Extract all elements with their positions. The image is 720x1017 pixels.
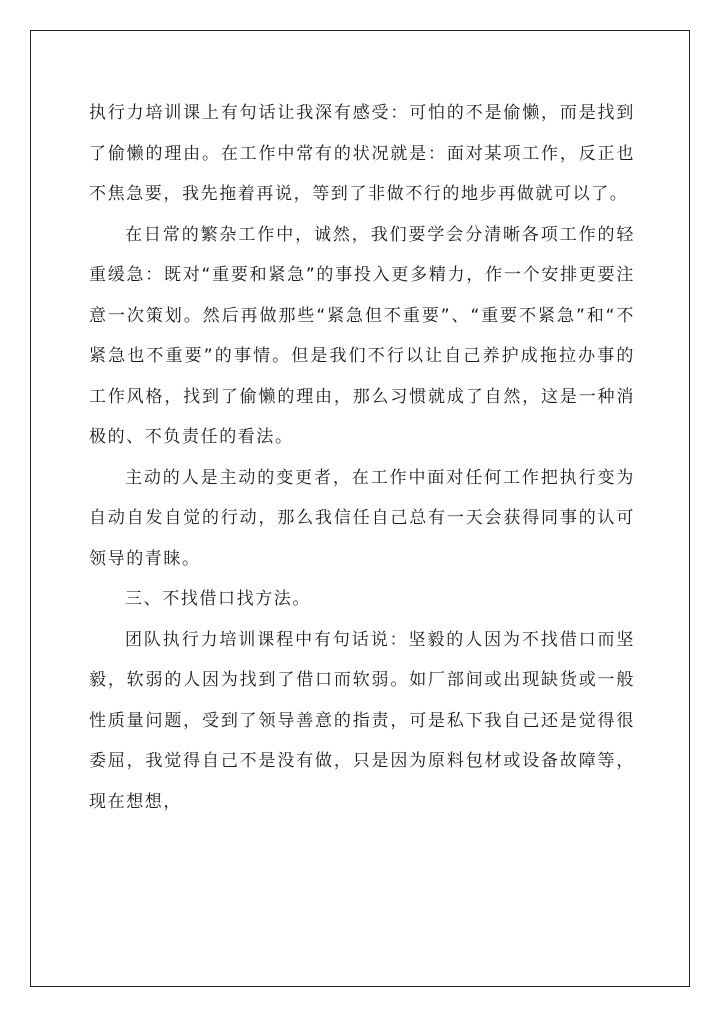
paragraph-1: 执行力培训课上有句话让我深有感受：可怕的不是偷懒，而是找到了偷懒的理由。在工作中常有的状况就是：面对某项工作，反正也不焦急要，我先拖着再说，等到了非做不行的地步再做就可以了。 <box>89 103 635 204</box>
paragraph-3: 主动的人是主动的变更者，在工作中面对任何工作把执行变为自动自发自觉的行动，那么我信任自己总有一天会获得同事的认可领导的青睐。 <box>89 467 635 569</box>
document-body <box>89 93 635 822</box>
section-heading: 三、不找借口找方法。 <box>125 589 311 609</box>
paragraph-4: 团队执行力培训课程中有句话说：坚毅的人因为不找借口而坚毅，软弱的人因为找到了借口而软弱。如厂部间或出现缺货或一般性质量问题，受到了领导善意的指责，可是私下我自己还是觉得很委屈，我觉得自己不是没有做，只是因为原料包材或设备故障等，现在想想， <box>89 629 635 812</box>
paragraph-2: 在日常的繁杂工作中，诚然，我们要学会分清晰各项工作的轻重缓急：既对“重要和紧急”的事投入更多精力，作一个安排更要注意一次策划。然后再做那些“紧急但不重要”、“重要不紧急”和“不紧急也不重要”的事情。但是我们不行以让自己养护成拖拉办事的工作风格，找到了偷懒的理由，那么习惯就成了自然，这是一种消极的、不负责任的看法。 <box>89 224 635 447</box>
